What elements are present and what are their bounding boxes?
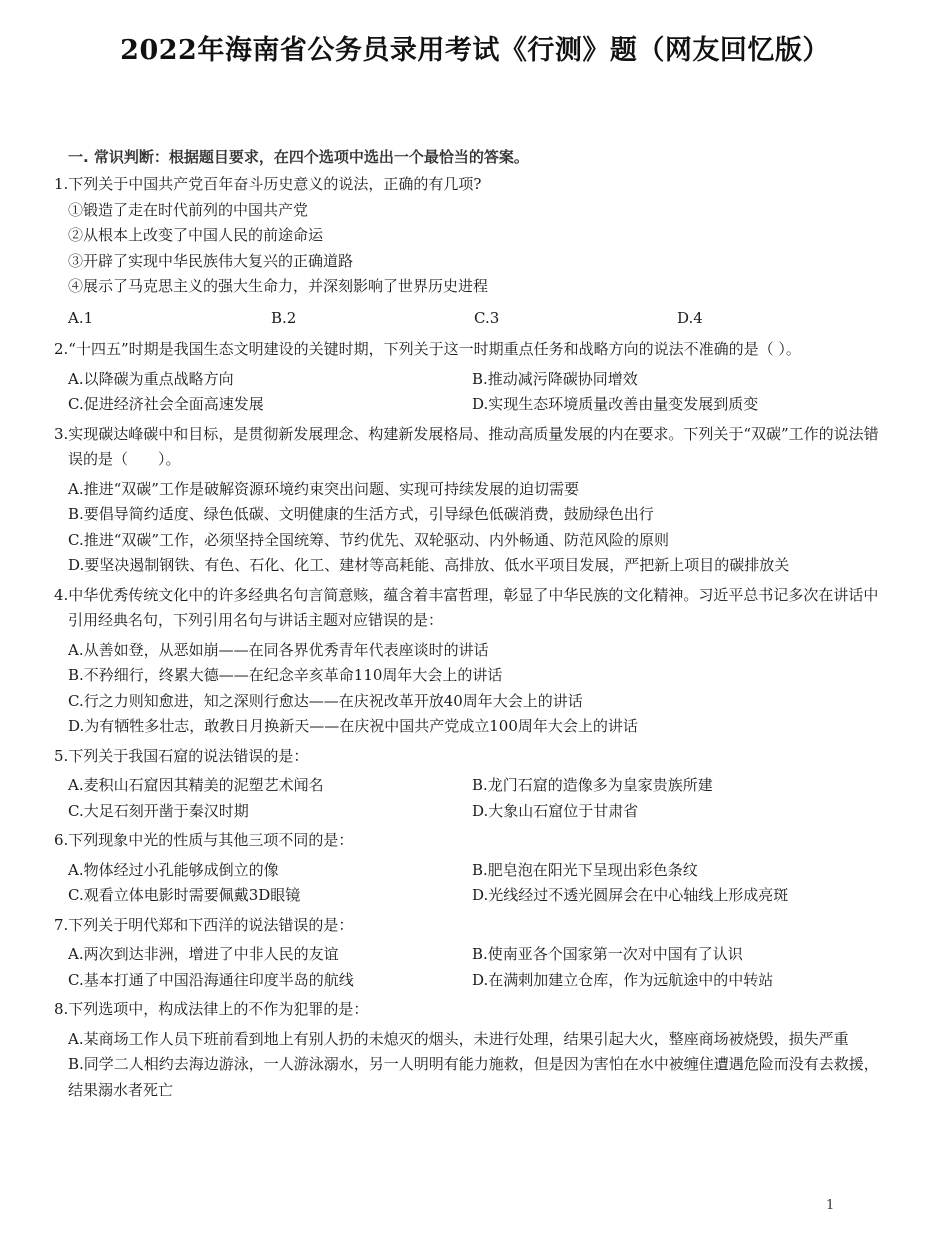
option-list xyxy=(54,306,884,332)
statement-item: ③开辟了实现中华民族伟大复兴的正确道路 xyxy=(68,251,354,270)
option-list xyxy=(54,477,884,579)
option-b: B.不矜细行，终累大德——在纪念辛亥革命110周年大会上的讲话 xyxy=(68,666,503,684)
option-c: C.3 xyxy=(474,308,500,327)
question-stem: 4.中华优秀传统文化中的许多经典名句言简意赅，蕴含着丰富哲理，彰显了中华民族的文化精神。习近平总书记多次在讲话中引用经典名句，下列引用名句与讲话主题对应错误的是： xyxy=(54,585,879,629)
option-a: A.1 xyxy=(68,308,94,327)
question-stem: 1.下列关于中国共产党百年奋斗历史意义的说法，正确的有几项? xyxy=(54,175,482,193)
option-b: B.推动减污降碳协同增效 xyxy=(472,369,638,388)
question-6 xyxy=(54,828,884,909)
question-list xyxy=(54,172,884,1107)
option-b: B.使南亚各个国家第一次对中国有了认识 xyxy=(472,945,743,963)
option-list xyxy=(54,942,884,993)
question-stem: 7.下列关于明代郑和下西洋的说法错误的是： xyxy=(54,915,354,934)
option-list xyxy=(54,638,884,740)
option-d: D.大象山石窟位于甘肃省 xyxy=(472,801,639,820)
option-a: A.某商场工作人员下班前看到地上有别人扔的未熄灭的烟头，未进行处理，结果引起大火，整座商场被烧毁，损失严重 xyxy=(68,1029,849,1048)
question-stem: 5.下列关于我国石窟的说法错误的是： xyxy=(54,746,309,765)
question-stem: 3.实现碳达峰碳中和目标，是贯彻新发展理念、构建新发展格局、推动高质量发展的内在要求。下列关于“双碳”工作的说法错误的是（ ）。 xyxy=(54,424,879,468)
option-list xyxy=(54,1027,884,1104)
option-a: A.麦积山石窟因其精美的泥塑艺术闻名 xyxy=(68,776,324,794)
option-b: B.肥皂泡在阳光下呈现出彩色条纹 xyxy=(472,860,698,879)
option-d: D.在满剌加建立仓库，作为远航途中的中转站 xyxy=(472,970,774,989)
option-a: A.从善如登，从恶如崩——在同各界优秀青年代表座谈时的讲话 xyxy=(68,640,489,659)
option-d: D.实现生态环境质量改善由量变发展到质变 xyxy=(472,395,759,413)
question-2 xyxy=(54,337,884,418)
section-heading: 一. 常识判断：根据题目要求，在四个选项中选出一个最恰当的答案。 xyxy=(68,148,529,166)
option-c: C.行之力则知愈进，知之深则行愈达——在庆祝改革开放40周年大会上的讲话 xyxy=(68,691,583,710)
option-list xyxy=(54,367,884,418)
question-1 xyxy=(54,172,884,331)
question-7 xyxy=(54,913,884,994)
option-c: C.大足石刻开凿于秦汉时期 xyxy=(68,801,249,820)
page-title: 2022年海南省公务员录用考试《行测》题（网友回忆版） xyxy=(120,35,830,66)
question-5 xyxy=(54,744,884,825)
option-d: D.光线经过不透光圆屏会在中心轴线上形成亮斑 xyxy=(472,886,789,904)
option-a: A.以降碳为重点战略方向 xyxy=(68,369,234,388)
option-c: C.观看立体电影时需要佩戴3D眼镜 xyxy=(68,886,301,904)
statement-item: ②从根本上改变了中国人民的前途命运 xyxy=(68,226,324,244)
option-b: B.要倡导简约适度、绿色低碳、文明健康的生活方式，引导绿色低碳消费，鼓励绿色出行 xyxy=(68,505,654,523)
question-8 xyxy=(54,997,884,1103)
option-c: C.推进“双碳”工作，必须坚持全国统筹、节约优先、双轮驱动、内外畅通、防范风险的原则 xyxy=(68,530,670,549)
option-list xyxy=(54,858,884,909)
question-3 xyxy=(54,422,884,579)
option-b: B.龙门石窟的造像多为皇家贵族所建 xyxy=(472,776,713,794)
statement-list xyxy=(54,198,884,300)
question-stem: 6.下列现象中光的性质与其他三项不同的是： xyxy=(54,831,354,849)
option-c: C.基本打通了中国沿海通往印度半岛的航线 xyxy=(68,970,354,989)
option-a: A.两次到达非洲，增进了中非人民的友谊 xyxy=(68,945,339,963)
question-stem: 8.下列选项中，构成法律上的不作为犯罪的是： xyxy=(54,1000,369,1018)
statement-item: ④展示了马克思主义的强大生命力，并深刻影响了世界历史进程 xyxy=(68,277,489,295)
option-list xyxy=(54,773,884,824)
option-b: B.同学二人相约去海边游泳，一人游泳溺水，另一人明明有能力施救，但是因为害怕在水中被缠住遭遇危险而没有去救援，结果溺水者死亡 xyxy=(68,1055,879,1099)
option-c: C.促进经济社会全面高速发展 xyxy=(68,395,264,413)
statement-item: ①锻造了走在时代前列的中国共产党 xyxy=(68,200,309,219)
option-a: A.推进“双碳”工作是破解资源环境约束突出问题、实现可持续发展的迫切需要 xyxy=(68,479,579,498)
option-d: D.要坚决遏制钢铁、有色、石化、化工、建材等高耗能、高排放、低水平项目发展，严把新上项目的碳排放关 xyxy=(68,556,790,574)
question-4 xyxy=(54,583,884,740)
page-number: 1 xyxy=(826,1198,835,1213)
option-d: D.4 xyxy=(677,308,703,327)
option-b: B.2 xyxy=(271,308,297,327)
option-a: A.物体经过小孔能够成倒立的像 xyxy=(68,860,279,879)
option-d: D.为有牺牲多壮志，敢教日月换新天——在庆祝中国共产党成立100周年大会上的讲话 xyxy=(68,717,638,735)
question-stem: 2.“十四五”时期是我国生态文明建设的关键时期，下列关于这一时期重点任务和战略方向的说法不准确的是（ ）。 xyxy=(54,340,801,358)
